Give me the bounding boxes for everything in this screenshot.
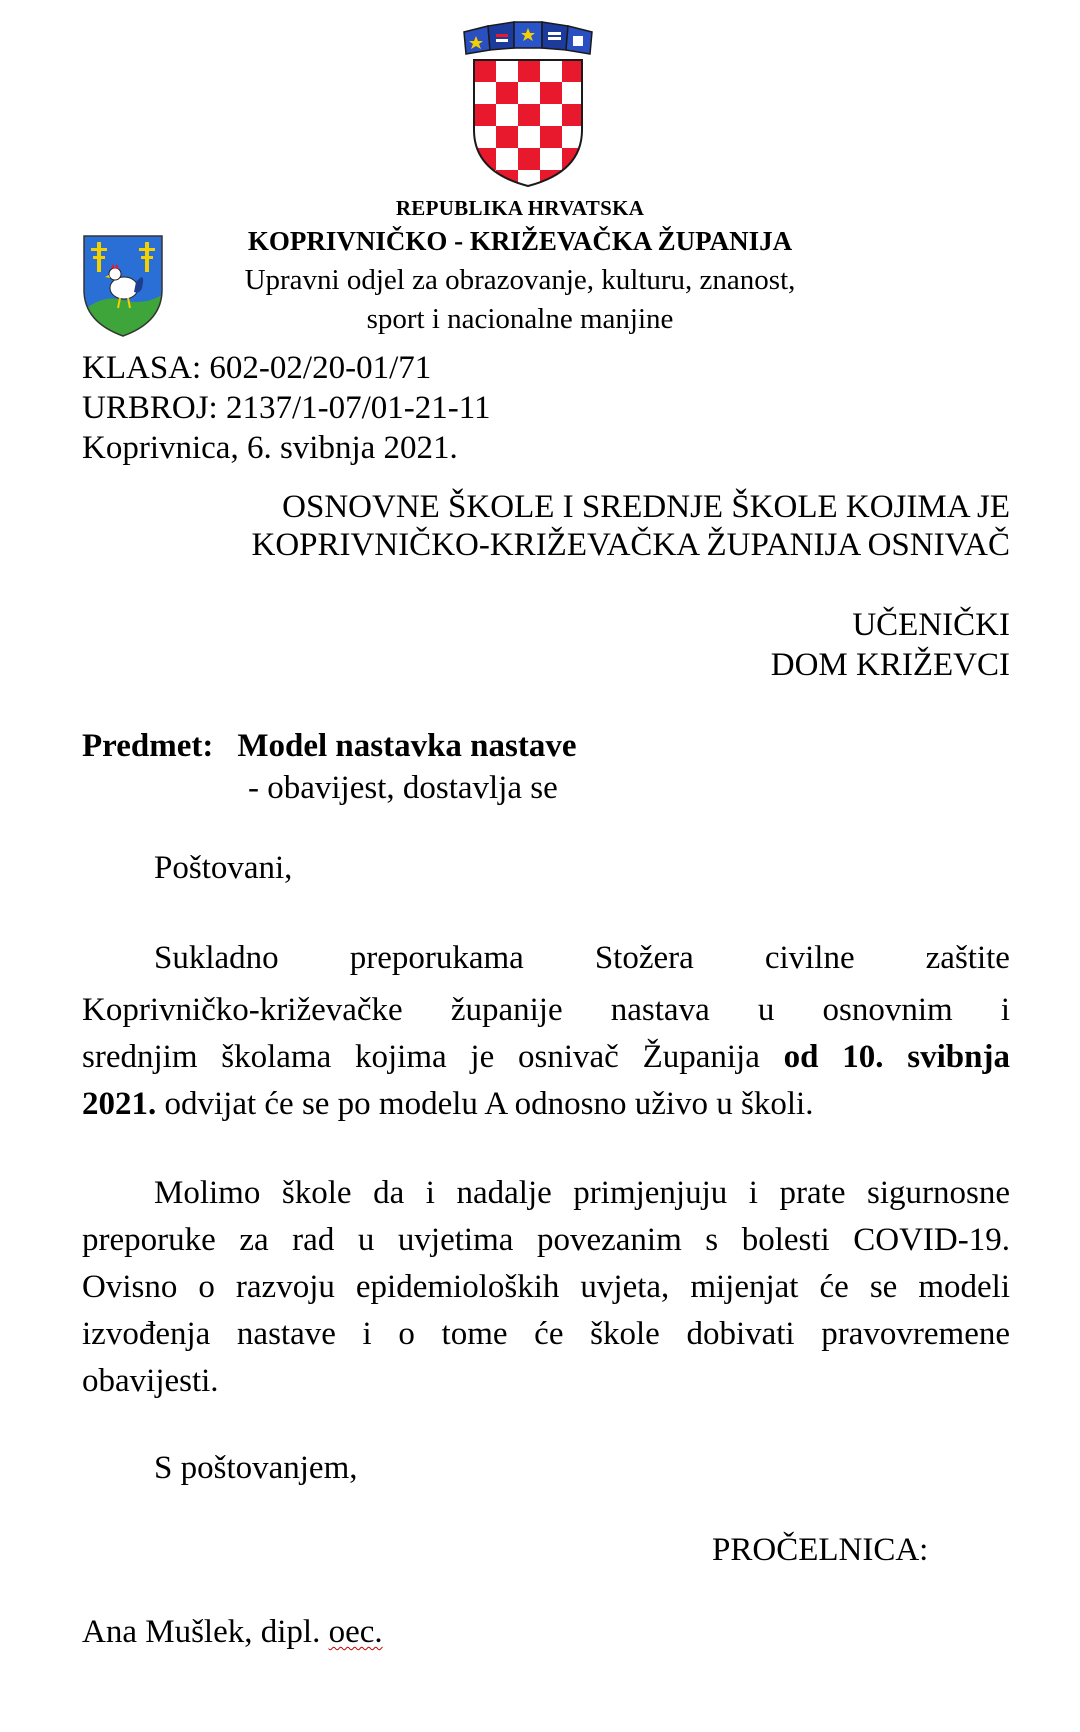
p1-word: preporukama [349, 940, 524, 976]
header-department-line1: Upravni odjel za obrazovanje, kulturu, znanost, [244, 264, 796, 296]
signature-name [82, 1614, 383, 1651]
paragraph2-line2: preporuke za rad u uvjetima povezanim s bolesti COVID-19. [82, 1222, 1010, 1258]
subject-title: Model nastavka nastave [237, 728, 577, 764]
paragraph1-line2: Koprivničko-križevačke županije nastava u osnovnim i [82, 992, 1010, 1028]
p1-word: zaštite [925, 940, 1010, 976]
header-country: REPUBLIKA HRVATSKA [395, 196, 645, 220]
p1-l4-bold: 2021. [82, 1086, 157, 1122]
recipient-line1: OSNOVNE ŠKOLE I SREDNJE ŠKOLE KOJIMA JE [282, 489, 1010, 525]
p1-l3-text: srednjim školama kojima je osnivač Županija [82, 1039, 784, 1075]
paragraph1-line4 [82, 1081, 1010, 1128]
p1-word: Sukladno [154, 940, 279, 976]
subject-label: Predmet: [82, 728, 214, 764]
p1-l3-bold: od 10. svibnja [783, 1039, 1010, 1075]
paragraph2-line4: izvođenja nastave i o tome će škole dobivati pravovremene [82, 1316, 1010, 1352]
paragraph2-line5: obavijesti. [82, 1363, 219, 1399]
signature-name-text: Ana Mušlek, dipl. [82, 1614, 329, 1650]
recipient-line4: DOM KRIŽEVCI [770, 647, 1010, 683]
subject [82, 728, 577, 765]
closing: S poštovanjem, [154, 1450, 358, 1486]
header-department-line2: sport i nacionalne manjine [366, 303, 674, 335]
urbroj: URBROJ: 2137/1-07/01-21-11 [82, 390, 491, 426]
croatian-coat-of-arms-icon [460, 20, 596, 190]
recipient-line3: UČENIČKI [852, 607, 1010, 643]
signature-title: PROČELNICA: [712, 1532, 929, 1568]
paragraph2-line1: Molimo škole da i nadalje primjenjuju i prate sigurnosne [154, 1175, 1010, 1211]
p1-word: Stožera [594, 940, 694, 976]
place-date: Koprivnica, 6. svibnja 2021. [82, 430, 458, 466]
p1-l4-text: odvijat će se po modelu A odnosno uživo u školi. [156, 1086, 814, 1122]
paragraph1-line3 [82, 1034, 1010, 1081]
subject-subtitle: - obavijest, dostavlja se [248, 770, 558, 806]
recipient-line2: KOPRIVNIČKO-KRIŽEVAČKA ŽUPANIJA OSNIVAČ [251, 527, 1010, 563]
p1-word: civilne [764, 940, 855, 976]
header-county: KOPRIVNIČKO - KRIŽEVAČKA ŽUPANIJA [247, 226, 793, 256]
klasa: KLASA: 602-02/20-01/71 [82, 350, 432, 386]
signature-name-abbrev: oec. [328, 1614, 383, 1650]
paragraph2-line3: Ovisno o razvoju epidemioloških uvjeta, mijenjat će se modeli [82, 1269, 1010, 1305]
greeting: Poštovani, [154, 850, 293, 886]
paragraph1-line1 [82, 940, 1010, 977]
